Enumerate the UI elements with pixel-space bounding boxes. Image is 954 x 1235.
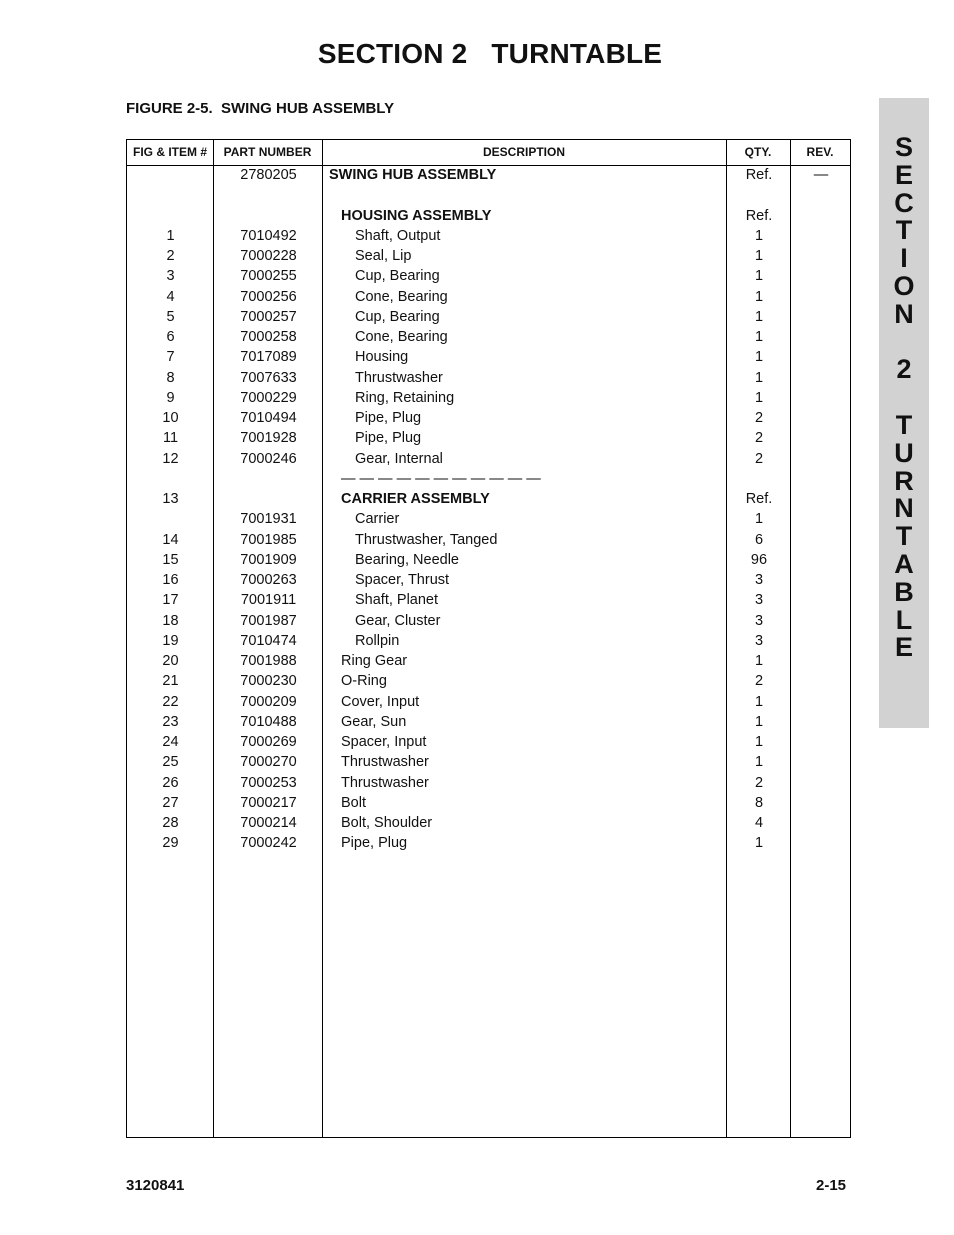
part-number: 7001911 [240,592,297,609]
description: Shaft, Planet [355,592,439,609]
part-number: 7000229 [240,389,297,406]
table-row [127,774,850,794]
part-number: 7000270 [240,754,297,771]
item-number: 9 [166,389,175,406]
table-row [127,652,850,672]
table-row [127,369,850,389]
part-number: 7010494 [240,410,297,426]
quantity: 1 [754,713,764,730]
table-row [127,389,850,409]
description: Seal, Lip [355,248,412,264]
description: O-Ring [341,673,387,690]
section-side-tab [879,98,929,728]
item-number: 21 [162,673,179,690]
quantity: 3 [754,592,764,609]
item-number: 7 [166,349,175,366]
part-number: 7001985 [240,531,297,548]
description: Thrustwasher [341,774,429,791]
table-row [127,571,850,591]
header-part-number: PART NUMBER [223,145,312,159]
description: Bearing, Needle [355,551,459,568]
table-row [127,490,850,510]
item-number: 23 [162,713,179,730]
item-number: 20 [162,653,179,669]
quantity: 4 [754,815,764,831]
description: CARRIER ASSEMBLY [341,491,490,507]
item-number: 26 [162,774,179,791]
quantity: 1 [754,308,764,325]
quantity: 96 [750,551,768,568]
part-number: 7007633 [240,369,297,386]
part-number: 7000256 [240,288,297,305]
part-number: 7000258 [240,329,297,345]
description: Bolt [341,794,366,811]
table-row [127,166,850,186]
quantity: 2 [754,450,764,467]
item-number: 16 [162,572,179,588]
description: Housing [355,349,409,366]
table-row [127,814,850,834]
table-row [127,551,850,571]
header-description: DESCRIPTION [482,145,565,159]
description: Cone, Bearing [355,329,448,345]
quantity: 6 [754,531,764,548]
item-number: 28 [162,815,179,831]
table-row [127,591,850,611]
item-number: 18 [162,612,179,629]
part-number: 7000230 [240,673,297,690]
item-number: 27 [162,794,179,811]
description: Carrier [355,511,400,528]
item-number: 12 [162,450,179,467]
item-number: 8 [166,369,175,386]
part-number: 7000228 [240,248,297,264]
table-row [127,834,850,854]
revision: — [813,167,829,183]
table-row [127,693,850,713]
part-number: 7001931 [240,511,297,528]
table-row [127,186,850,206]
table-row [127,409,850,429]
part-number: 7000255 [240,268,297,285]
description: Rollpin [355,632,400,649]
header-rev: REV. [806,145,834,159]
description: Pipe, Plug [341,835,408,852]
document-number: 3120841 [126,1177,185,1194]
item-number: 6 [166,329,175,345]
description: Shaft, Output [355,227,441,244]
item-number: 24 [162,734,179,750]
description: Thrustwasher [341,754,429,771]
section-side-tab-label: S E C T I O N 2 T U R N T A B L E [893,132,915,663]
quantity: Ref. [745,167,773,183]
table-row [127,632,850,652]
description: Thrustwasher [355,369,443,386]
item-number: 10 [162,410,179,426]
part-number: 7001988 [240,653,297,669]
part-number: 7000269 [240,734,297,750]
description: Thrustwasher, Tanged [355,531,498,548]
item-number: 15 [162,551,179,568]
part-number: 7000209 [240,693,297,710]
description: Spacer, Thrust [355,572,450,588]
quantity: 3 [754,632,764,649]
table-row [127,510,850,530]
quantity: Ref. [745,207,773,224]
description: Cup, Bearing [355,308,440,325]
quantity: 1 [754,389,764,406]
item-number: 2 [166,248,175,264]
table-row [127,612,850,632]
quantity: 2 [754,430,764,447]
quantity: 1 [754,511,764,528]
table-row [127,470,850,490]
part-number: 7001909 [240,551,297,568]
quantity: 3 [754,612,764,629]
description: Gear, Cluster [355,612,441,629]
part-number: 7000253 [240,774,297,791]
quantity: 1 [754,693,764,710]
description: SWING HUB ASSEMBLY [329,167,497,183]
description: Spacer, Input [341,734,427,750]
item-number: 29 [162,835,179,852]
table-row [127,308,850,328]
part-number: 7001928 [240,430,297,447]
description: Pipe, Plug [355,430,422,447]
part-number: 7000246 [240,450,297,467]
quantity: 3 [754,572,764,588]
page-number: 2-15 [816,1177,847,1194]
description: Cup, Bearing [355,268,440,285]
item-number: 5 [166,308,175,325]
quantity: 1 [754,734,764,750]
item-number: 22 [162,693,179,710]
header-qty: QTY. [744,145,772,159]
table-row [127,288,850,308]
table-row [127,429,850,449]
quantity: Ref. [745,491,773,507]
table-row [127,733,850,753]
quantity: 1 [754,754,764,771]
item-number: 14 [162,531,179,548]
figure-title: FIGURE 2-5. SWING HUB ASSEMBLY [126,100,395,117]
description: HOUSING ASSEMBLY [341,207,492,224]
quantity: 1 [754,329,764,345]
table-row [127,672,850,692]
part-number: 7010488 [240,713,297,730]
table-row [127,227,850,247]
description: Cover, Input [341,693,420,710]
page-title: SECTION 2 TURNTABLE [317,38,663,69]
quantity: 1 [754,227,764,244]
part-number: 7010474 [240,632,297,649]
item-number: 13 [162,491,179,507]
description: Gear, Sun [341,713,407,730]
table-row [127,247,850,267]
quantity: 1 [754,369,764,386]
table-row [127,267,850,287]
parts-table [126,139,851,1138]
table-row [127,794,850,814]
item-number: 4 [166,288,175,305]
description: Gear, Internal [355,450,443,467]
header-item: FIG & ITEM # [132,145,207,159]
quantity: 1 [754,288,764,305]
description: — — — — — — — — — — — [341,470,541,487]
item-number: 19 [162,632,179,649]
quantity: 1 [754,248,764,264]
part-number: 7017089 [240,349,297,366]
quantity: 1 [754,835,764,852]
quantity: 2 [754,673,764,690]
part-number: 7000217 [240,794,297,811]
quantity: 2 [754,410,764,426]
table-row [127,207,850,227]
part-number: 2780205 [240,167,297,183]
description: Ring Gear [341,653,408,669]
item-number: 11 [162,430,179,447]
description: Ring, Retaining [355,389,455,406]
table-row [127,753,850,773]
part-number: 7000242 [240,835,297,852]
table-row [127,348,850,368]
table-row [127,328,850,348]
description: Cone, Bearing [355,288,448,305]
table-row [127,531,850,551]
description: Bolt, Shoulder [341,815,433,831]
quantity: 8 [754,794,764,811]
table-row [127,450,850,470]
part-number: 7001987 [240,612,297,629]
description: Pipe, Plug [355,410,422,426]
part-number: 7000263 [240,572,297,588]
quantity: 1 [754,653,764,669]
quantity: 2 [754,774,764,791]
item-number: 1 [166,227,175,244]
table-body [127,166,850,855]
part-number: 7010492 [240,227,297,244]
table-row [127,713,850,733]
item-number: 25 [162,754,179,771]
part-number: 7000214 [240,815,297,831]
item-number: 3 [166,268,175,285]
item-number: 17 [162,592,179,609]
quantity: 1 [754,349,764,366]
quantity: 1 [754,268,764,285]
part-number: 7000257 [240,308,297,325]
